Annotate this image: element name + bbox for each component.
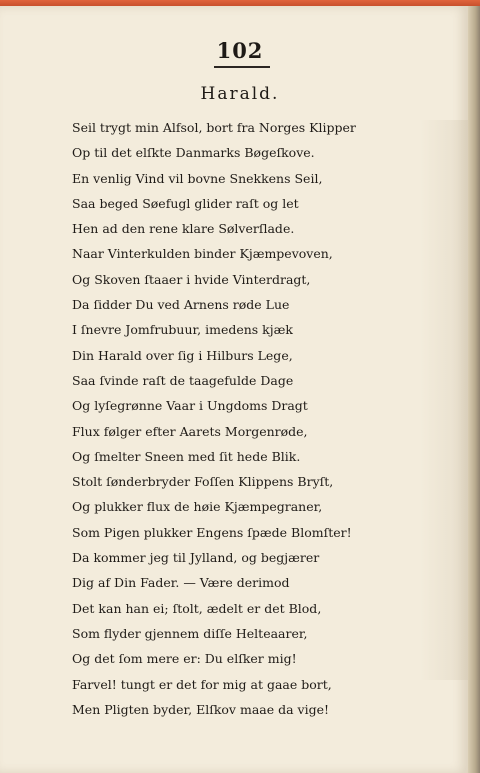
poem-line: Saa beged Søefugl glider raſt og let <box>72 195 299 211</box>
poem-line: Din Harald over ſig i Hilburs Lege, <box>72 347 293 363</box>
poem-line: Hen ad den rene klare Sølverſlade. <box>72 221 295 237</box>
poem-line: Stolt ſønderbryder Foſſen Klippens Bryſt, <box>72 474 334 490</box>
poem-line: Men Pligten byder, Elſkov maae da vige! <box>72 701 330 717</box>
poem-line: Som flyder gjennem diſſe Helteaarer, <box>72 625 308 641</box>
poem-line: Det kan han ei; ſtolt, ædelt er det Blod, <box>72 600 322 616</box>
page-number: 102 <box>216 38 264 63</box>
header-rule <box>214 66 270 68</box>
poem-line: Naar Vinterkulden binder Kjæmpevoven, <box>72 246 333 262</box>
poem-line: Som Pigen plukker Engens ſpæde Blomſter! <box>72 524 352 540</box>
poem-line: Og ſmelter Sneen med ſit hede Blik. <box>72 448 301 464</box>
poem-line: Saa ſvinde raſt de taagefulde Dage <box>72 372 294 388</box>
poem-title: Harald. <box>200 84 280 104</box>
poem-line: Da kommer jeg til Jylland, og begjærer <box>72 550 320 566</box>
poem-line: Og det ſom mere er: Du elſker mig! <box>72 651 297 667</box>
page-right-edge <box>468 6 480 773</box>
poem-line: Flux følger efter Aarets Morgenrøde, <box>72 423 308 439</box>
poem-line: Og Skoven ſtaaer i hvide Vinterdragt, <box>72 271 311 287</box>
poem-text <box>72 115 402 722</box>
poem-line: Og lyſegrønne Vaar i Ungdoms Dragt <box>72 398 308 414</box>
poem-line: I ſnevre Jomfrubuur, imedens kjæk <box>72 322 293 338</box>
poem-line: Farvel! tungt er det for mig at gaae bort, <box>72 676 332 692</box>
poem-line: Og plukker flux de høie Kjæmpegraner, <box>72 499 323 515</box>
poem-line: Dig af Din Fader. — Være derimod <box>72 575 290 591</box>
poem-line: En venlig Vind vil bovne Snekkens Seil, <box>72 170 323 186</box>
poem-line: Da ſidder Du ved Arnens røde Lue <box>72 297 290 313</box>
poem-line: Op til det elſkte Danmarks Bøgeſkove. <box>72 145 315 161</box>
poem-line: Seil trygt min Alfsol, bort fra Norges Klipper <box>72 120 356 135</box>
